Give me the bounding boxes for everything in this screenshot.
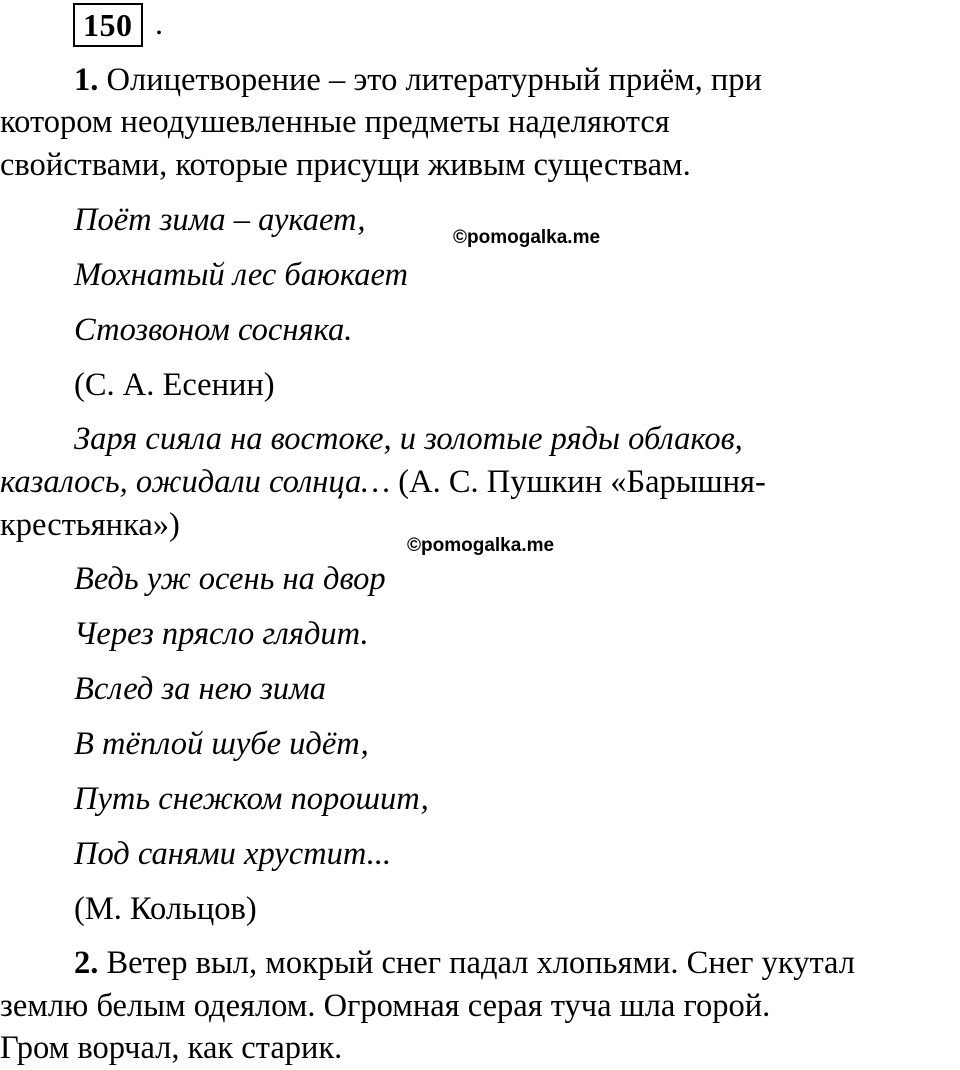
poem1-author: (С. А. Есенин) [74,367,275,403]
poem2-line-3: Вслед за нею зима [74,671,327,707]
poem2-line-2: Через прясло глядит. [74,616,369,652]
poem1-line-3: Стозвоном сосняка. [74,312,353,348]
task2-line-3: Гром ворчал, как старик. [0,1030,343,1066]
poem1-line-2: Мохнатый лес баюкает [74,257,409,293]
poem2-line-1: Ведь уж осень на двор [74,561,386,597]
poem1-line-1: Поёт зима – аукает, [74,202,366,238]
prose-line-3: крестьянка») [0,507,180,543]
poem2-line-5: Путь снежком порошит, [74,781,429,817]
task1-line-2: котором неодушевленные предметы наделяются [0,104,670,140]
task1-line-3: свойствами, которые присущи живым существам. [0,147,691,183]
prose-line-2 [0,461,766,504]
task2-label: 2. [74,945,99,981]
task1-line-1 [74,59,762,102]
exercise-number: 150 [73,3,143,47]
prose-source: (А. С. Пушкин «Барышня- [390,464,766,500]
exercise-number-dot: . [155,5,163,41]
prose-quote-end: казалось, ожидали солнца… [0,464,391,500]
prose-line-1: Заря сияла на востоке, и золотые ряды облаков, [74,421,743,457]
poem2-author: (М. Кольцов) [74,891,257,927]
task2-line-1 [74,942,855,985]
watermark-2: ©pomogalka.me [407,535,555,556]
task2-line-2: землю белым одеялом. Огромная серая туча шла горой. [0,988,771,1024]
task1-text-1: Олицетворение – это литературный приём, при [98,62,762,98]
watermark-1: ©pomogalka.me [453,227,601,248]
task1-label: 1. [74,62,99,98]
poem2-line-6: Под санями хрустит... [74,836,392,872]
task2-text-1: Ветер выл, мокрый снег падал хлопьями. Снег укутал [98,945,855,981]
poem2-line-4: В тёплой шубе идёт, [74,726,369,762]
